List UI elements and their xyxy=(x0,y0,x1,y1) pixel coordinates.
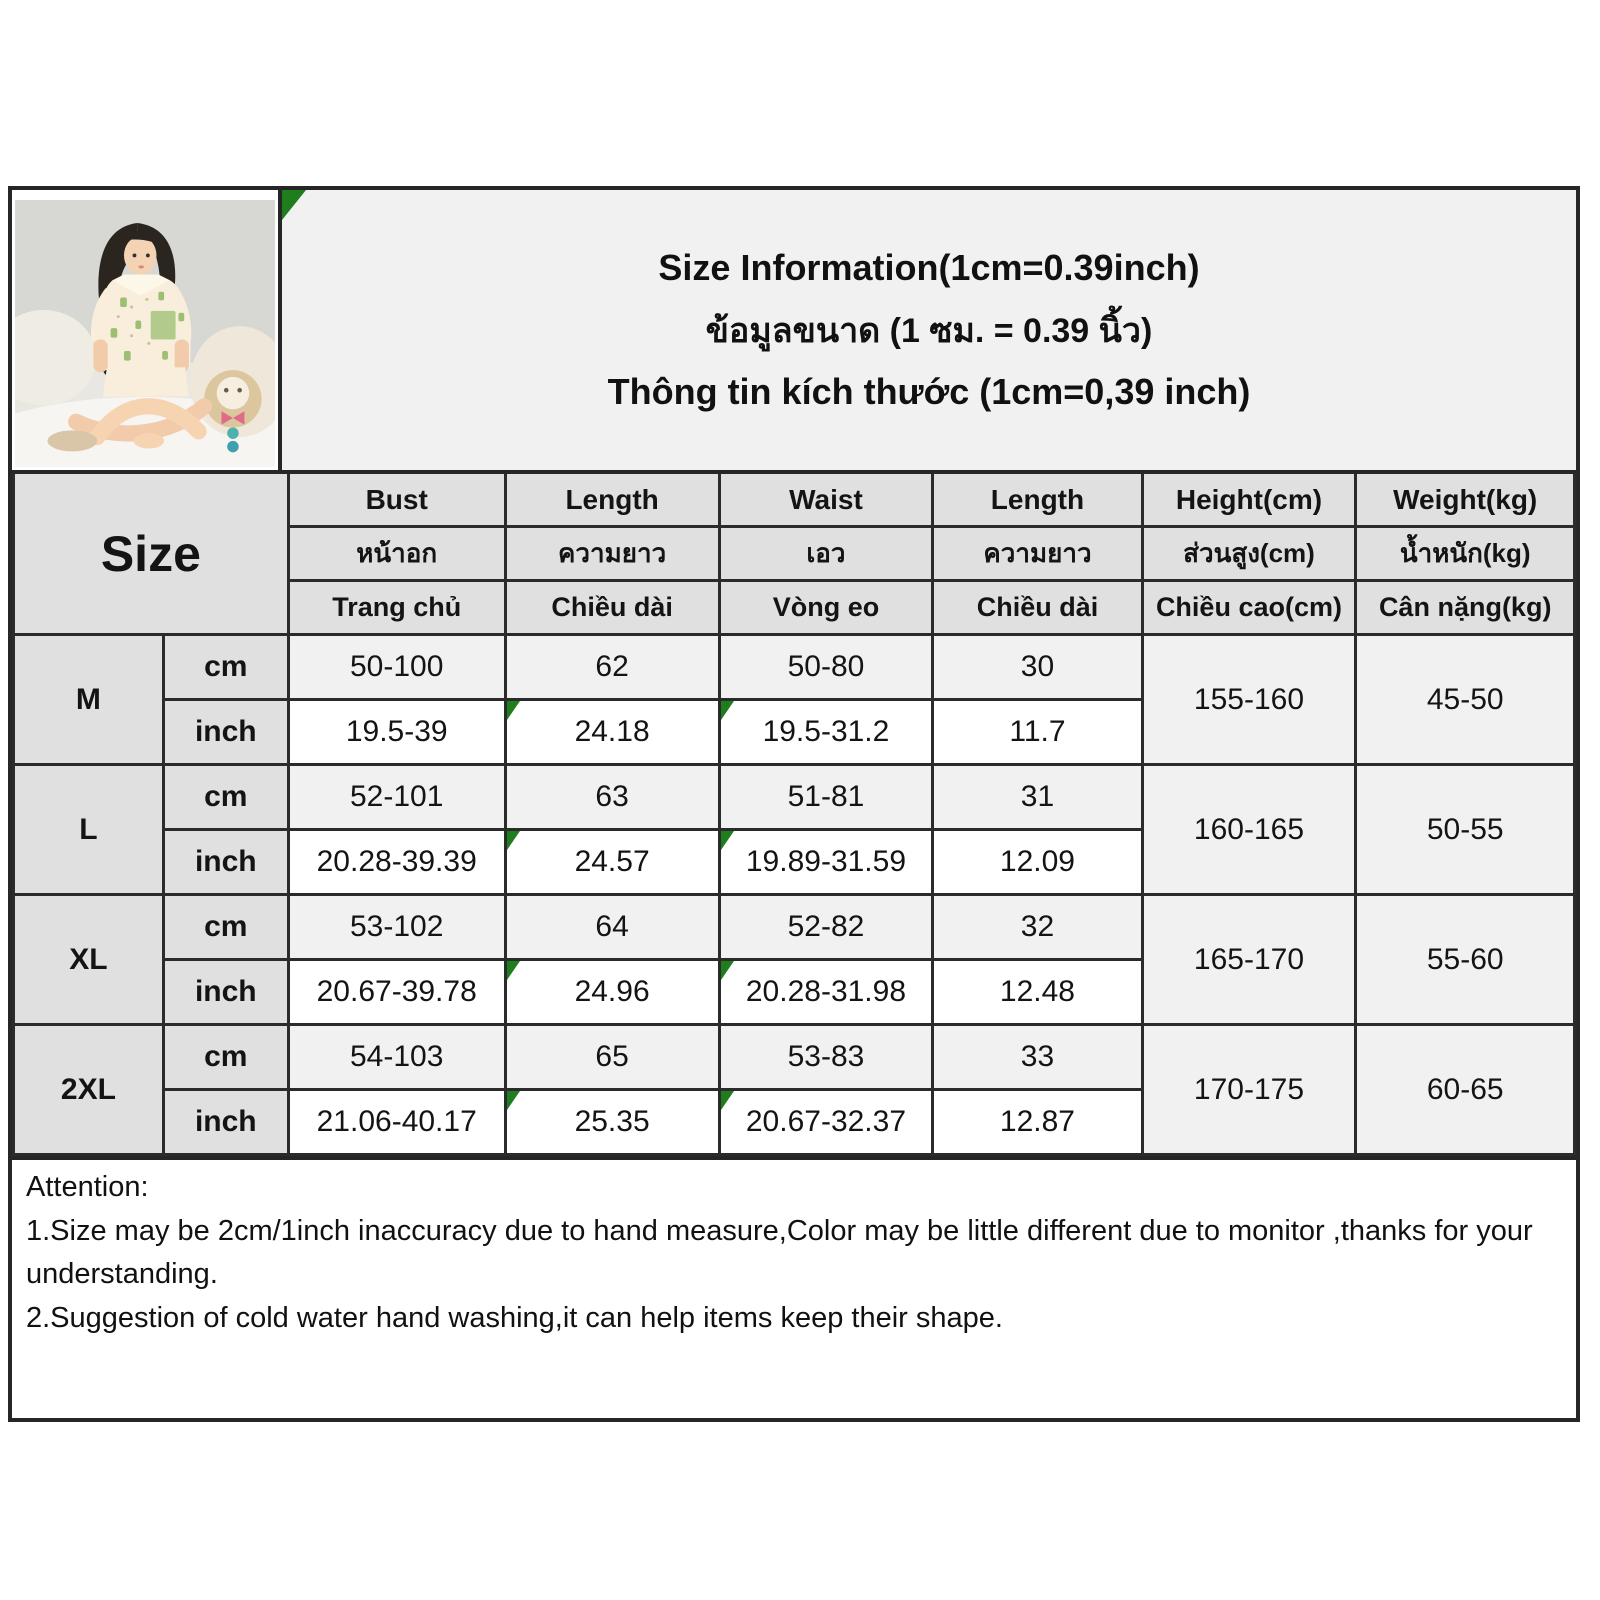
title-vietnamese: Thông tin kích thước (1cm=0,39 inch) xyxy=(607,371,1251,412)
header-row-english xyxy=(14,472,1575,527)
table-row-xl-cm xyxy=(14,895,1575,960)
pajama-model-illustration xyxy=(15,193,275,467)
green-corner-flag-icon xyxy=(721,961,734,980)
col-header-length2-th: ความยาว xyxy=(933,527,1142,581)
product-photo xyxy=(12,190,282,470)
cell-2xl-height: 170-175 xyxy=(1142,1025,1356,1155)
cell-l-waist-cm: 51-81 xyxy=(719,765,933,830)
cell-m-bust-inch: 19.5-39 xyxy=(288,700,505,765)
cell-l-height: 160-165 xyxy=(1142,765,1356,895)
table-row-m-cm xyxy=(14,635,1575,700)
cell-m-height: 155-160 xyxy=(1142,635,1356,765)
table-row-2xl-cm xyxy=(14,1025,1575,1090)
size-label-2xl: 2XL xyxy=(14,1025,164,1155)
col-header-bust-vi: Trang chủ xyxy=(288,581,505,635)
size-chart-panel xyxy=(8,186,1580,1422)
cell-xl-waist-cm: 52-82 xyxy=(719,895,933,960)
cell-2xl-length2-cm: 33 xyxy=(933,1025,1142,1090)
col-header-waist-th: เอว xyxy=(719,527,933,581)
size-table xyxy=(12,470,1576,1156)
cell-l-length2-cm: 31 xyxy=(933,765,1142,830)
col-header-length-vi: Chiều dài xyxy=(505,581,719,635)
cell-l-bust-cm: 52-101 xyxy=(288,765,505,830)
size-label-l: L xyxy=(14,765,164,895)
col-header-weight-vi: Cân nặng(kg) xyxy=(1356,581,1575,635)
cell-value: 19.5-31.2 xyxy=(762,715,890,748)
green-corner-flag-icon xyxy=(721,1091,734,1110)
cell-l-length-inch xyxy=(505,830,719,895)
cell-m-length2-cm: 30 xyxy=(933,635,1142,700)
cell-xl-height: 165-170 xyxy=(1142,895,1356,1025)
attention-notes xyxy=(12,1156,1576,1418)
col-header-length: Length xyxy=(505,472,719,527)
cell-value: 25.35 xyxy=(574,1105,650,1138)
cell-xl-weight: 55-60 xyxy=(1356,895,1575,1025)
unit-cell-inch: inch xyxy=(163,830,288,895)
cell-2xl-waist-cm: 53-83 xyxy=(719,1025,933,1090)
cell-xl-bust-inch: 20.67-39.78 xyxy=(288,960,505,1025)
green-corner-flag-icon xyxy=(507,701,520,720)
col-header-length2: Length xyxy=(933,472,1142,527)
cell-m-length2-inch: 11.7 xyxy=(933,700,1142,765)
col-header-length-th: ความยาว xyxy=(505,527,719,581)
cell-value: 19.89-31.59 xyxy=(745,845,907,878)
cell-l-length-cm: 63 xyxy=(505,765,719,830)
attention-heading: Attention: xyxy=(26,1171,149,1203)
unit-cell-inch: inch xyxy=(163,1090,288,1155)
cell-value: 24.18 xyxy=(574,715,650,748)
unit-cell-cm: cm xyxy=(163,895,288,960)
col-header-weight: Weight(kg) xyxy=(1356,472,1575,527)
cell-2xl-length-inch xyxy=(505,1090,719,1155)
cell-xl-length2-inch: 12.48 xyxy=(933,960,1142,1025)
cell-xl-length-inch xyxy=(505,960,719,1025)
col-header-height-th: ส่วนสูง(cm) xyxy=(1142,527,1356,581)
green-corner-flag-icon xyxy=(721,831,734,850)
cell-2xl-bust-inch: 21.06-40.17 xyxy=(288,1090,505,1155)
cell-value: 20.28-31.98 xyxy=(745,975,907,1008)
cell-2xl-waist-inch xyxy=(719,1090,933,1155)
unit-cell-cm: cm xyxy=(163,765,288,830)
cell-2xl-length2-inch: 12.87 xyxy=(933,1090,1142,1155)
cell-m-waist-cm: 50-80 xyxy=(719,635,933,700)
size-corner-header: Size xyxy=(14,472,289,635)
col-header-waist: Waist xyxy=(719,472,933,527)
green-corner-flag-icon xyxy=(282,190,306,220)
unit-cell-inch: inch xyxy=(163,960,288,1025)
cell-l-bust-inch: 20.28-39.39 xyxy=(288,830,505,895)
cell-m-waist-inch xyxy=(719,700,933,765)
col-header-height: Height(cm) xyxy=(1142,472,1356,527)
cell-xl-waist-inch xyxy=(719,960,933,1025)
col-header-waist-vi: Vòng eo xyxy=(719,581,933,635)
cell-value: 24.57 xyxy=(574,845,650,878)
header-band xyxy=(12,190,1576,470)
unit-cell-cm: cm xyxy=(163,635,288,700)
cell-l-weight: 50-55 xyxy=(1356,765,1575,895)
green-corner-flag-icon xyxy=(507,831,520,850)
attention-line-2: 2.Suggestion of cold water hand washing,it can help items keep their shape. xyxy=(26,1301,1003,1334)
green-corner-flag-icon xyxy=(721,701,734,720)
cell-xl-bust-cm: 53-102 xyxy=(288,895,505,960)
cell-m-weight: 45-50 xyxy=(1356,635,1575,765)
unit-cell-inch: inch xyxy=(163,700,288,765)
cell-l-waist-inch xyxy=(719,830,933,895)
col-header-height-vi: Chiều cao(cm) xyxy=(1142,581,1356,635)
cell-xl-length2-cm: 32 xyxy=(933,895,1142,960)
col-header-bust: Bust xyxy=(288,472,505,527)
cell-2xl-bust-cm: 54-103 xyxy=(288,1025,505,1090)
green-corner-flag-icon xyxy=(507,961,520,980)
title-thai: ข้อมูลขนาด (1 ซม. = 0.39 นิ้ว) xyxy=(705,312,1153,350)
size-label-m: M xyxy=(14,635,164,765)
green-corner-flag-icon xyxy=(507,1091,520,1110)
cell-m-bust-cm: 50-100 xyxy=(288,635,505,700)
unit-cell-cm: cm xyxy=(163,1025,288,1090)
col-header-weight-th: น้ำหนัก(kg) xyxy=(1356,527,1575,581)
col-header-length2-vi: Chiều dài xyxy=(933,581,1142,635)
cell-value: 24.96 xyxy=(574,975,650,1008)
title-english: Size Information(1cm=0.39inch) xyxy=(658,247,1200,288)
table-row-l-cm xyxy=(14,765,1575,830)
cell-m-length-cm: 62 xyxy=(505,635,719,700)
cell-m-length-inch xyxy=(505,700,719,765)
cell-2xl-weight: 60-65 xyxy=(1356,1025,1575,1155)
size-label-xl: XL xyxy=(14,895,164,1025)
cell-2xl-length-cm: 65 xyxy=(505,1025,719,1090)
cell-l-length2-inch: 12.09 xyxy=(933,830,1142,895)
col-header-bust-th: หน้าอก xyxy=(288,527,505,581)
size-information-title-block xyxy=(282,190,1576,470)
attention-line-1: 1.Size may be 2cm/1inch inaccuracy due to hand measure,Color may be little different due to monitor ,thanks for your understanding. xyxy=(26,1214,1533,1290)
cell-xl-length-cm: 64 xyxy=(505,895,719,960)
cell-value: 20.67-32.37 xyxy=(745,1105,907,1138)
